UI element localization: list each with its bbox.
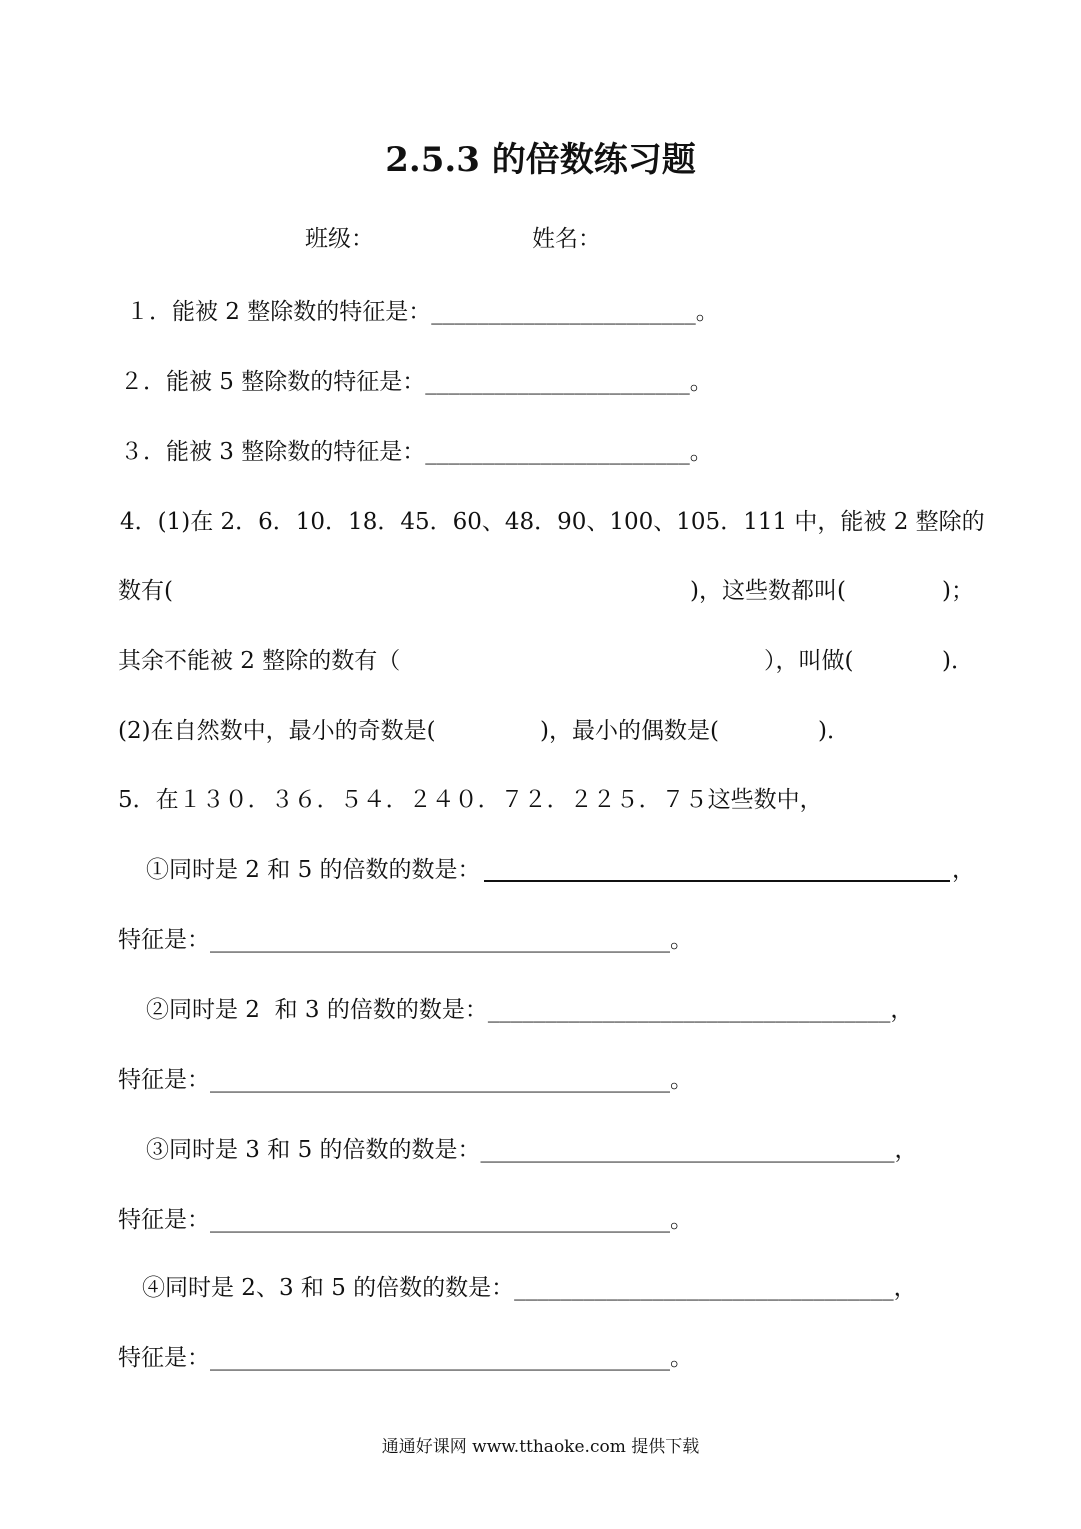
class-label: 班级： xyxy=(305,226,374,252)
question-5-intro: 5．在１３０．３６．５４．２４０．７２．２２５．７５这些数中， xyxy=(118,787,823,813)
question-4-line-1: 4．(1)在 2．6．10．18．45．60、48．90、100、105．111 中，能被 2 整除的 xyxy=(120,509,985,535)
question-4-part-2-end: )． xyxy=(818,718,850,744)
question-5-3-feature: 特征是：________________________________________。 xyxy=(118,1207,693,1233)
question-4-part-2-mid: )，最小的偶数是( xyxy=(540,718,719,744)
question-4-blank-odd-start: 其余不能被 2 整除的数有（ xyxy=(118,648,401,674)
question-4-line-2-end: )； xyxy=(942,578,974,604)
footer-credit: 通通好课网 www.tthaoke.com 提供下载 xyxy=(381,1437,700,1457)
question-4-blank-even-start: 数有( xyxy=(118,578,173,604)
question-5-1-answer-line xyxy=(484,860,950,882)
question-5-1-label: ①同时是 2 和 5 的倍数的数是： xyxy=(146,857,481,883)
question-4-blank-odd-name: ），叫做( xyxy=(764,648,854,674)
question-4-line-3-end: )． xyxy=(942,648,974,674)
question-2: ２．能被 5 整除数的特征是：_______________________。 xyxy=(120,369,713,395)
question-5-2-feature: 特征是：________________________________________。 xyxy=(118,1067,693,1093)
question-5-4: ④同时是 2、3 和 5 的倍数的数是：_________________________________， xyxy=(142,1275,917,1301)
question-1: １．能被 2 整除数的特征是：_______________________。 xyxy=(126,299,719,325)
question-5-3: ③同时是 3 和 5 的倍数的数是：____________________________________， xyxy=(146,1137,918,1163)
question-5-2: ②同时是 2 和 3 的倍数的数是：___________________________________， xyxy=(146,997,914,1023)
name-label: 姓名： xyxy=(532,226,601,252)
question-5-1-comma: ， xyxy=(952,857,975,883)
question-3: ３．能被 3 整除数的特征是：_______________________。 xyxy=(120,439,713,465)
question-5-1-feature: 特征是：________________________________________。 xyxy=(118,927,693,953)
question-5-4-feature: 特征是：________________________________________。 xyxy=(118,1345,693,1371)
question-4-blank-even-name: )，这些数都叫( xyxy=(690,578,846,604)
page-title: 2.5.3 的倍数练习题 xyxy=(385,140,696,180)
question-4-part-2: (2)在自然数中，最小的奇数是( xyxy=(118,718,436,744)
